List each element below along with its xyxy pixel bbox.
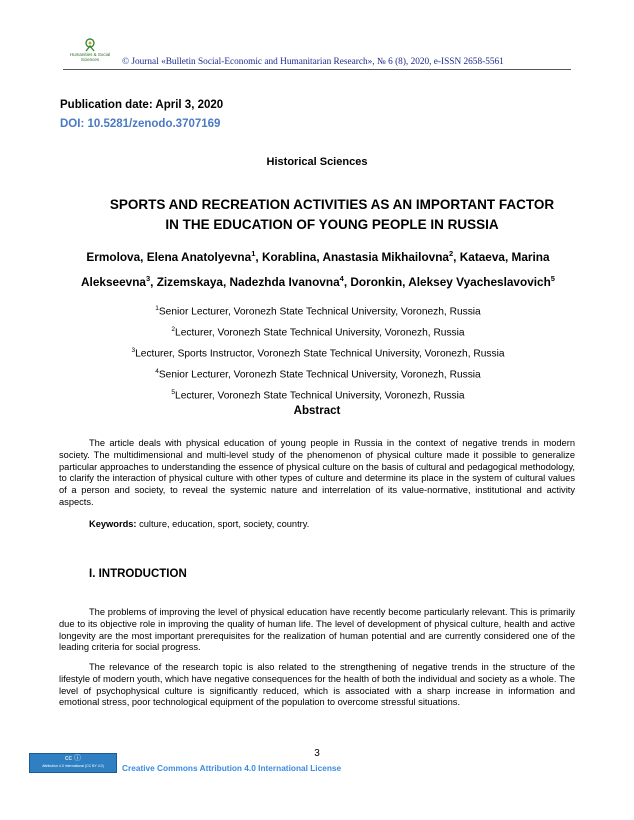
affiliation-item — [60, 300, 576, 321]
author-sup: 3 — [145, 273, 151, 283]
affiliation-text: Lecturer, Voronezh State Technical University, Voronezh, Russia — [175, 327, 465, 339]
keywords-line — [89, 519, 309, 529]
author-sup: 4 — [339, 273, 344, 283]
article-title — [80, 195, 584, 235]
cc-license-badge[interactable] — [29, 753, 117, 773]
affiliation-sup: 5 — [171, 388, 176, 396]
journal-citation: © Journal «Bulletin Social-Economic and Humanitarian Research», № 6 (8), 2020, e-ISSN 2658-5561 — [122, 57, 504, 67]
section-heading: Historical Sciences — [266, 156, 368, 168]
cc-badge-text: Attribution 4.0 International (CC BY 4.0) — [42, 764, 104, 768]
author-name: Zizemskaya, Nadezhda Ivanovna — [156, 274, 340, 289]
logo-icon — [83, 38, 97, 52]
intro-paragraph-2: The relevance of the research topic is also related to the strengthening of negative trends in the structure of the lifestyle of modern youth, which have negative consequences for the health of both the individual and society as a whole. The level of psychophysical culture is significantly reduced, which is associated with a sharp increase in information and emotional stress, poor technological equipment of the population to overcome stressful situations. — [59, 662, 575, 708]
affiliation-sup: 1 — [155, 305, 159, 312]
author-separator: , — [150, 274, 157, 289]
affiliation-item — [60, 363, 576, 384]
intro-paragraph-1: The problems of improving the level of physical education have recently become particularly relevant. This is primarily due to its objective role in improving the quality of human life. The level of development of physical culture, health and active longevity are the most important prerequisites for the realization of human potential and are currently considered one of the leading criteria for social progress. — [59, 607, 575, 653]
affiliation-text: Lecturer, Sports Instructor, Voronezh State Technical University, Voronezh, Russia — [135, 348, 505, 360]
introduction-heading: I. INTRODUCTION — [89, 568, 187, 580]
logo-text-2: Sciences — [80, 57, 100, 62]
license-link[interactable]: Creative Commons Attribution 4.0 International License — [122, 763, 342, 773]
keywords-text: culture, education, sport, society, country. — [136, 519, 310, 529]
affiliation-item — [60, 321, 576, 342]
author-name: Korablina, Anastasia Mikhailovna — [261, 249, 449, 264]
author-separator: , — [343, 274, 351, 289]
title-line-2: IN THE EDUCATION OF YOUNG PEOPLE IN RUSSIA — [165, 217, 499, 232]
author-name: Doronkin, Aleksey Vyacheslavovich — [350, 274, 551, 289]
affiliation-text: Senior Lecturer, Voronezh State Technical University, Voronezh, Russia — [158, 369, 481, 381]
affiliation-item — [60, 384, 576, 405]
author-separator: , — [453, 249, 460, 264]
affiliation-sup: 4 — [155, 367, 159, 375]
affiliation-list — [60, 300, 576, 404]
header-divider — [63, 69, 571, 70]
affiliation-text: Lecturer, Voronezh State Technical University, Voronezh, Russia — [175, 389, 465, 401]
abstract-text: The article deals with physical education of young people in Russia in the context of negative trends in modern society. The multidimensional and multi-level study of the phenomenon of physical culture made it possible to generalize particular approaches to understanding the essence of physical culture on the basis of cultural and pedagogical methodology, to clarify the interaction of physical culture with other types of culture and determine its place in the system of cultural values of a person and society, to reveal the systemic nature and interrelation of its value-normative, institutional and activity aspects. — [59, 438, 575, 507]
keywords-label: Keywords: — [89, 519, 137, 529]
author-sup: 5 — [550, 273, 555, 283]
author-name: Ermolova, Elena Anatolyevna — [86, 249, 252, 264]
cc-icon: cc ⓘ — [65, 755, 81, 762]
affiliation-sup: 3 — [131, 346, 136, 354]
abstract-heading: Abstract — [293, 405, 341, 417]
affiliation-item — [60, 342, 576, 363]
author-sup: 1 — [251, 249, 256, 258]
page-number: 3 — [314, 748, 320, 759]
title-line-1: SPORTS AND RECREATION ACTIVITIES AS AN IMPORTANT FACTOR — [109, 197, 555, 212]
author-list — [60, 243, 576, 293]
author-sup: 2 — [449, 249, 454, 258]
affiliation-sup: 2 — [171, 325, 176, 333]
journal-logo — [63, 38, 117, 62]
author-separator: , — [255, 249, 262, 264]
affiliation-text: Senior Lecturer, Voronezh State Technical University, Voronezh, Russia — [158, 306, 481, 318]
doi-link[interactable]: DOI: 10.5281/zenodo.3707169 — [60, 118, 221, 130]
publication-date: Publication date: April 3, 2020 — [60, 99, 224, 111]
logo-text-1: Humanities & Social — [69, 52, 111, 57]
author-name: Kataeva, Marina Alekseevna — [81, 249, 550, 289]
